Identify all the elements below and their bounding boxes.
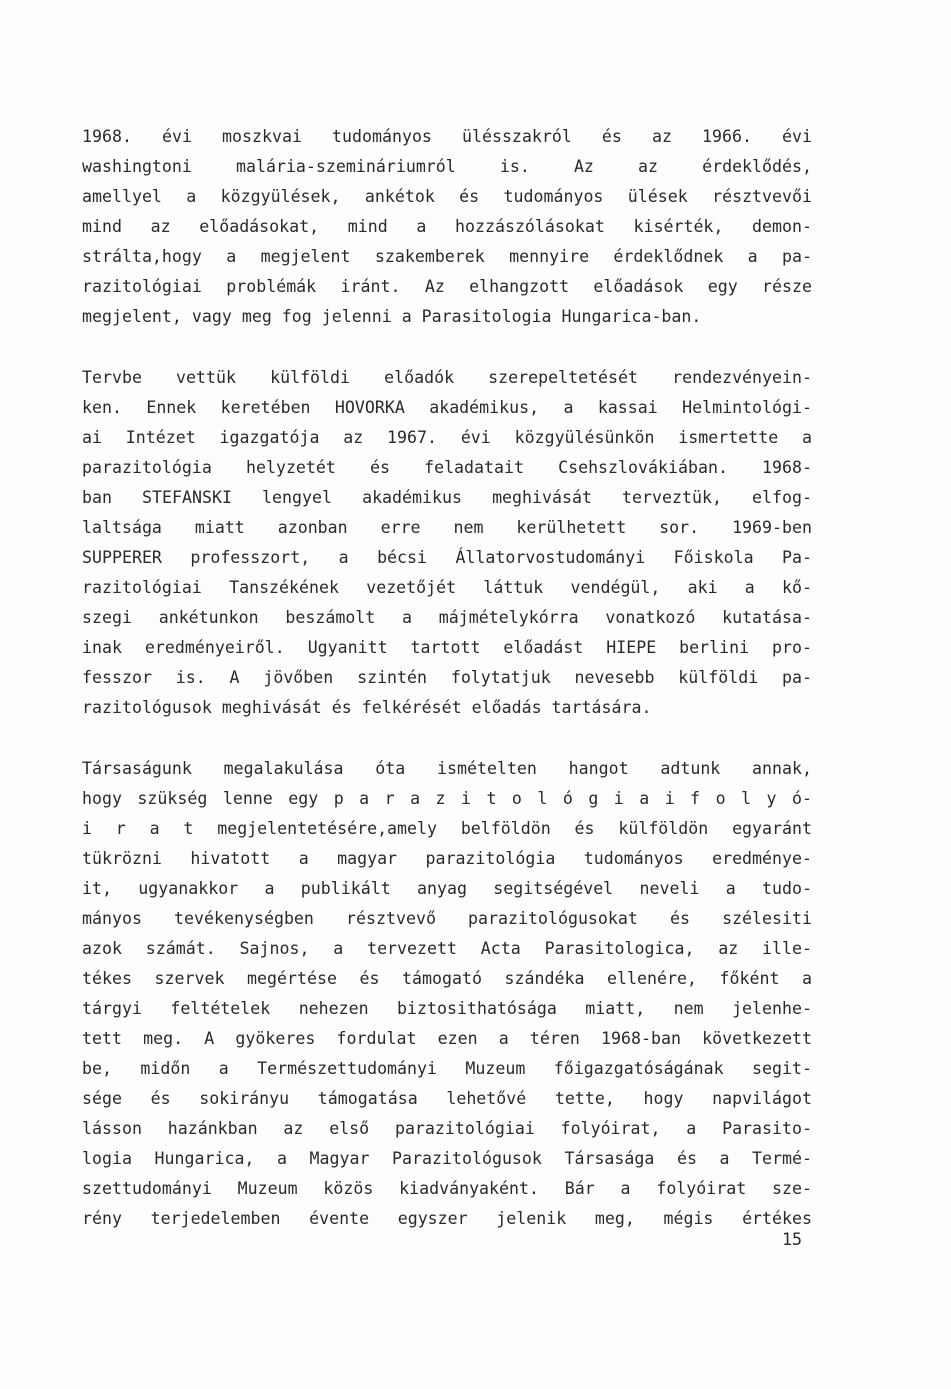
text-line: ban STEFANSKI lengyel akadémikus meghivását terveztük, elfog- — [82, 488, 812, 507]
paragraph-gap — [82, 332, 812, 363]
text-line: megjelent, vagy meg fog jelenni a Parasitologia Hungarica-ban. — [82, 307, 702, 326]
paragraph-2 — [82, 363, 812, 723]
text-line: rény terjedelemben évente egyszer jelenik meg, mégis értékes — [82, 1209, 812, 1228]
paragraph-1 — [82, 122, 812, 332]
text-line: washingtoni malária-szemináriumról is. Az az érdeklődés, — [82, 157, 812, 176]
text-line: tett meg. A gyökeres fordulat ezen a téren 1968-ban következett — [82, 1029, 812, 1048]
text-line: sége és sokirányu támogatása lehetővé tette, hogy napvilágot — [82, 1089, 812, 1108]
text-line: razitológiai problémák iránt. Az elhangzott előadások egy része — [82, 277, 812, 296]
text-line: it, ugyanakkor a publikált anyag segitségével neveli a tudo- — [82, 879, 812, 898]
text-line: ken. Ennek keretében HOVORKA akadémikus, a kassai Helmintológi- — [82, 398, 812, 417]
text-line: razitológusok meghivását és felkérését előadás tartására. — [82, 698, 652, 717]
text-line: lásson hazánkban az első parazitológiai folyóirat, a Parasito- — [82, 1119, 812, 1138]
paragraph-gap — [82, 723, 812, 754]
text-line: razitológiai Tanszékének vezetőjét láttuk vendégül, aki a kő- — [82, 578, 812, 597]
text-line: azok számát. Sajnos, a tervezett Acta Parasitologica, az ille- — [82, 939, 812, 958]
text-line: szegi ankétunkon beszámolt a májmételykórra vonatkozó kutatása- — [82, 608, 812, 627]
text-line: hogy szükség lenne egy p a r a z i t o l ó g i a i f o l y ó- — [82, 789, 812, 808]
text-line: laltsága miatt azonban erre nem kerülhetett sor. 1969-ben — [82, 518, 812, 537]
paragraph-3 — [82, 754, 812, 1234]
text-line: tárgyi feltételek nehezen biztosithatósága miatt, nem jelenhe- — [82, 999, 812, 1018]
text-line: strálta,hogy a megjelent szakemberek mennyire érdeklődnek a pa- — [82, 247, 812, 266]
page-body — [82, 122, 812, 1234]
text-line: mind az előadásokat, mind a hozzászólásokat kisérték, demon- — [82, 217, 812, 236]
text-line: tükrözni hivatott a magyar parazitológia tudományos eredménye- — [82, 849, 812, 868]
text-line: logia Hungarica, a Magyar Parazitológusok Társasága és a Termé- — [82, 1149, 812, 1168]
text-line: amellyel a közgyülések, ankétok és tudományos ülések résztvevői — [82, 187, 812, 206]
text-line: mányos tevékenységben résztvevő parazitológusokat és szélesiti — [82, 909, 812, 928]
text-line: inak eredményeiről. Ugyanitt tartott előadást HIEPE berlini pro- — [82, 638, 812, 657]
text-line: be, midőn a Természettudományi Muzeum főigazgatóságának segit- — [82, 1059, 812, 1078]
text-line: 1968. évi moszkvai tudományos ülésszakról és az 1966. évi — [82, 127, 812, 146]
text-line: tékes szervek megértése és támogató szándéka ellenére, főként a — [82, 969, 812, 988]
text-line: SUPPERER professzort, a bécsi Állatorvostudományi Főiskola Pa- — [82, 548, 812, 567]
text-line: parazitológia helyzetét és feladatait Csehszlovákiában. 1968- — [82, 458, 812, 477]
text-line: i r a t megjelentetésére,amely belföldön és külföldön egyaránt — [82, 819, 812, 838]
text-line: Tervbe vettük külföldi előadók szerepeltetését rendezvényein- — [82, 368, 812, 387]
text-line: fesszor is. A jövőben szintén folytatjuk nevesebb külföldi pa- — [82, 668, 812, 687]
text-line: Társaságunk megalakulása óta ismételten hangot adtunk annak, — [82, 759, 812, 778]
page-number: 15 — [782, 1230, 802, 1249]
text-line: ai Intézet igazgatója az 1967. évi közgyülésünkön ismertette a — [82, 428, 812, 447]
text-line: szettudományi Muzeum közös kiadványaként. Bár a folyóirat sze- — [82, 1179, 812, 1198]
